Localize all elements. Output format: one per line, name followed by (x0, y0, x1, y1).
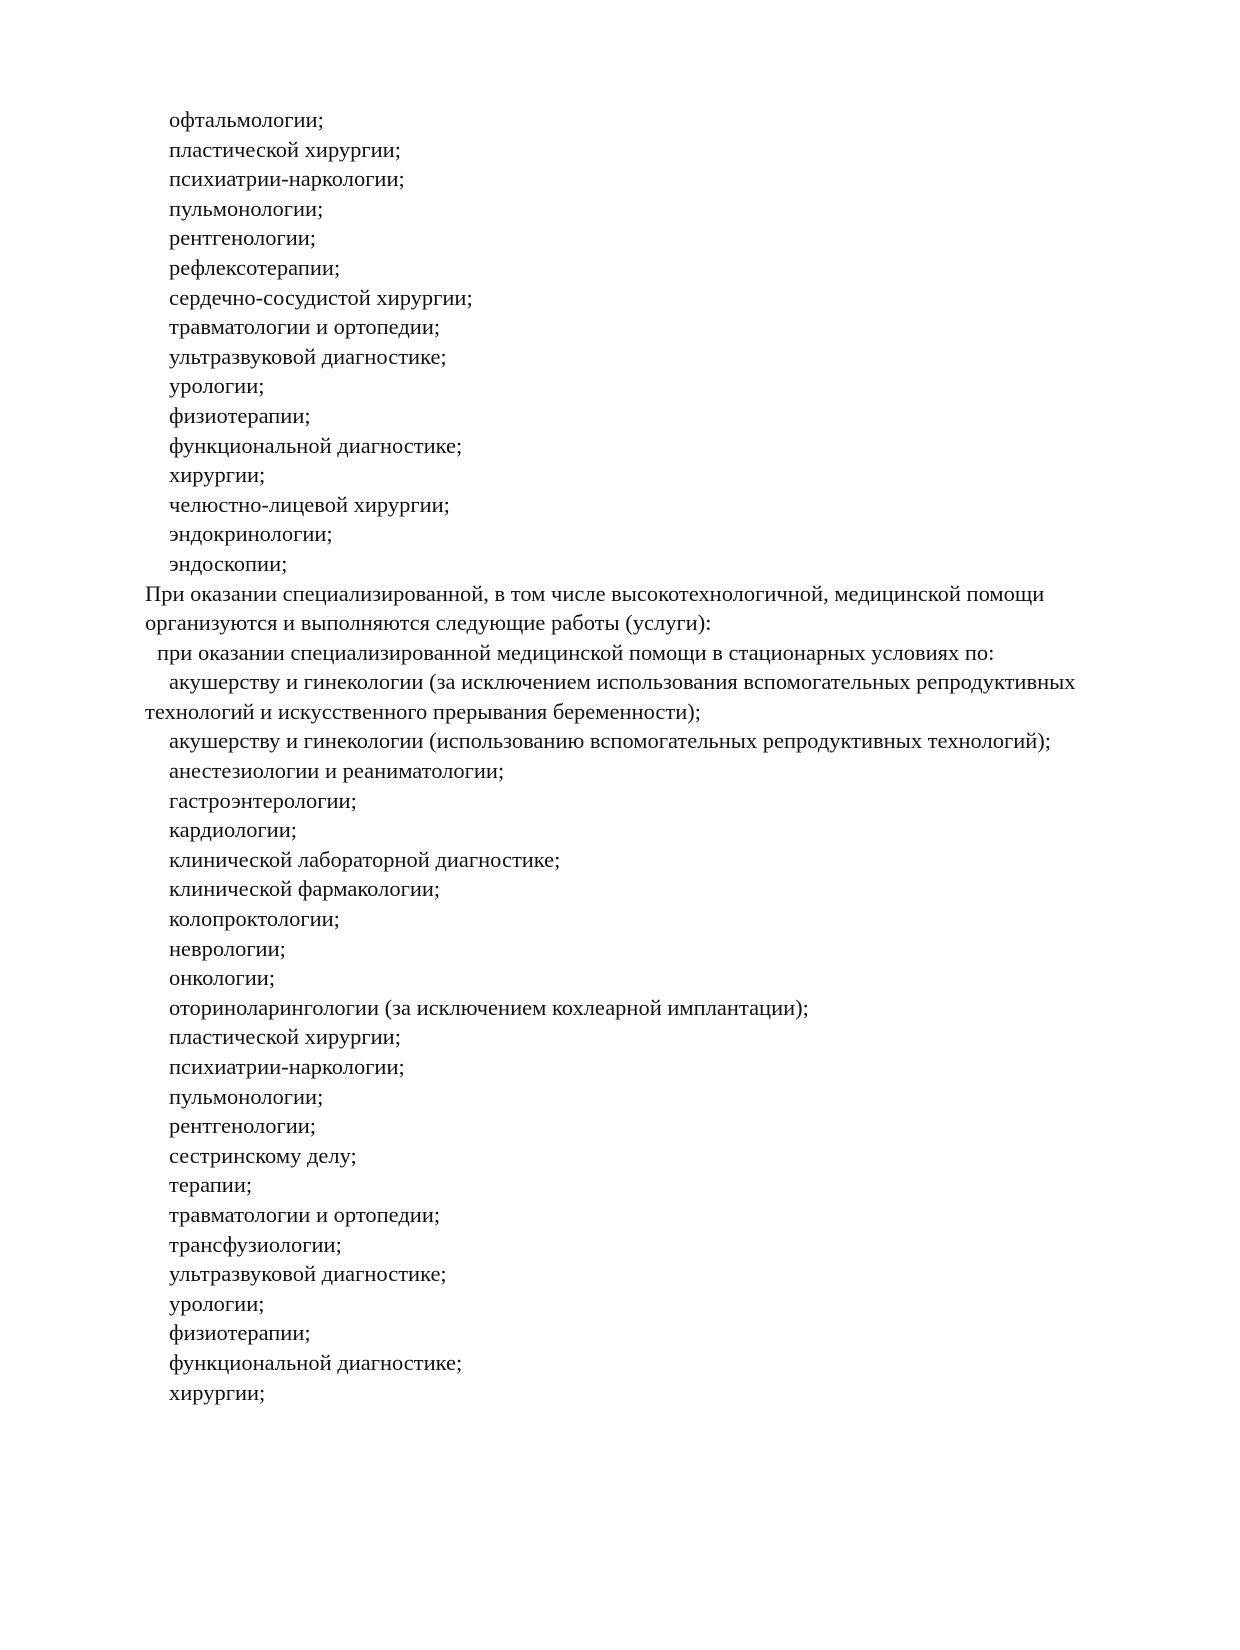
list-item: сестринскому делу; (169, 1142, 357, 1168)
list-item: пластической хирургии; (169, 136, 401, 162)
list-item: сердечно-сосудистой хирургии; (169, 284, 473, 310)
list-item: травматологии и ортопедии; (169, 1201, 441, 1227)
list-item: урологии; (169, 1290, 265, 1316)
list-item: функциональной диагностике; (169, 1349, 463, 1375)
list-item: офтальмологии; (169, 107, 324, 132)
list-item: ультразвуковой диагностике; (169, 1261, 447, 1287)
list-item: рентгенологии; (169, 225, 317, 251)
list-item: анестезиологии и реаниматологии; (169, 758, 505, 784)
list-item: пульмонологии; (169, 1083, 324, 1109)
list-item: ультразвуковой диагностике; (169, 343, 447, 369)
list-item: эндоскопии; (169, 550, 288, 576)
list-item: рентгенологии; (169, 1113, 317, 1139)
list-item: оториноларингологии (за исключением кохлеарной имплантации); (169, 994, 809, 1020)
list-item: психиатрии-наркологии; (169, 166, 405, 192)
list-item: рефлексотерапии; (169, 254, 341, 280)
list-item: психиатрии-наркологии; (169, 1054, 405, 1079)
list-item: клинической фармакологии; (169, 876, 441, 902)
list-item: хирургии; (169, 1379, 266, 1405)
list-item: урологии; (169, 373, 265, 399)
list-item: клинической лабораторной диагностике; (169, 846, 561, 872)
list-item: онкологии; (169, 965, 276, 991)
long-list-item: акушерству и гинекологии (за исключением использования вспомогательных репродуктивных технологий и искусственного прерывания беременности); (145, 669, 1076, 724)
list-item: колопроктологии; (169, 906, 340, 932)
top-list (145, 105, 1165, 579)
list-item: функциональной диагностике; (169, 432, 463, 458)
list-item: эндокринологии; (169, 521, 333, 547)
document-body (145, 105, 1165, 1407)
list-item: пластической хирургии; (169, 1024, 401, 1050)
bottom-list (145, 726, 1165, 1407)
section-intro: При оказании специализированной, в том числе высокотехнологичной, медицинской помощи организуются и выполняются следующие работы (услуги): (145, 580, 1045, 636)
list-item: трансфузиологии; (169, 1231, 342, 1257)
list-item: травматологии и ортопедии; (169, 314, 441, 340)
list-item: физиотерапии; (169, 1320, 311, 1346)
list-item: неврологии; (169, 935, 286, 961)
list-item: челюстно-лицевой хирургии; (169, 491, 450, 517)
list-item: кардиологии; (169, 817, 298, 843)
list-item: пульмонологии; (169, 195, 324, 221)
list-item: гастроэнтерологии; (169, 787, 357, 813)
list-item: физиотерапии; (169, 402, 311, 428)
list-item: акушерству и гинекологии (использованию вспомогательных репродуктивных технологий); (169, 728, 1052, 754)
subsection-intro: при оказании специализированной медицинской помощи в стационарных условиях по: (157, 639, 995, 665)
list-item: терапии; (169, 1172, 253, 1198)
list-item: хирургии; (169, 462, 266, 488)
